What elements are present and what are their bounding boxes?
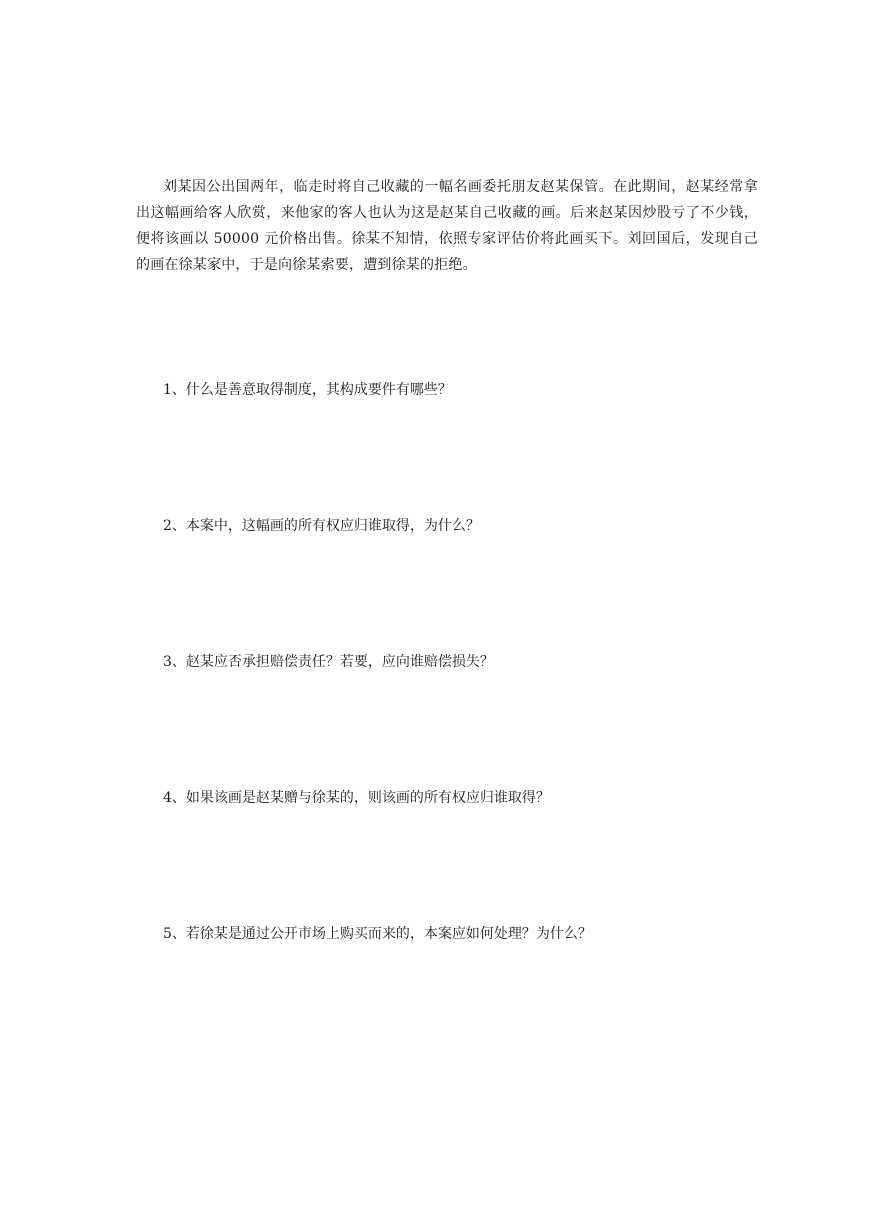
question-2: 2、本案中，这幅画的所有权应归谁取得，为什么？ <box>163 518 480 534</box>
question-5: 5、若徐某是通过公开市场上购买而来的，本案应如何处理？为什么？ <box>163 926 592 942</box>
question-1: 1、什么是善意取得制度，其构成要件有哪些？ <box>163 382 452 398</box>
case-paragraph: 刘某因公出国两年，临走时将自己收藏的一幅名画委托朋友赵某保管。在此期间，赵某经常拿出这幅画给客人欣赏，来他家的客人也认为这是赵某自己收藏的画。后来赵某因炒股亏了不少钱，便将该画以 50000 元价格出售。徐某不知情，依照专家评估价将此画买下。刘回国后，发现自己的画在徐某家中，于是向徐某索要，遭到徐某的拒绝。 <box>136 179 758 273</box>
question-4: 4、如果该画是赵某赠与徐某的，则该画的所有权应归谁取得？ <box>163 790 550 806</box>
question-3: 3、赵某应否承担赔偿责任？若要，应向谁赔偿损失？ <box>163 654 494 670</box>
